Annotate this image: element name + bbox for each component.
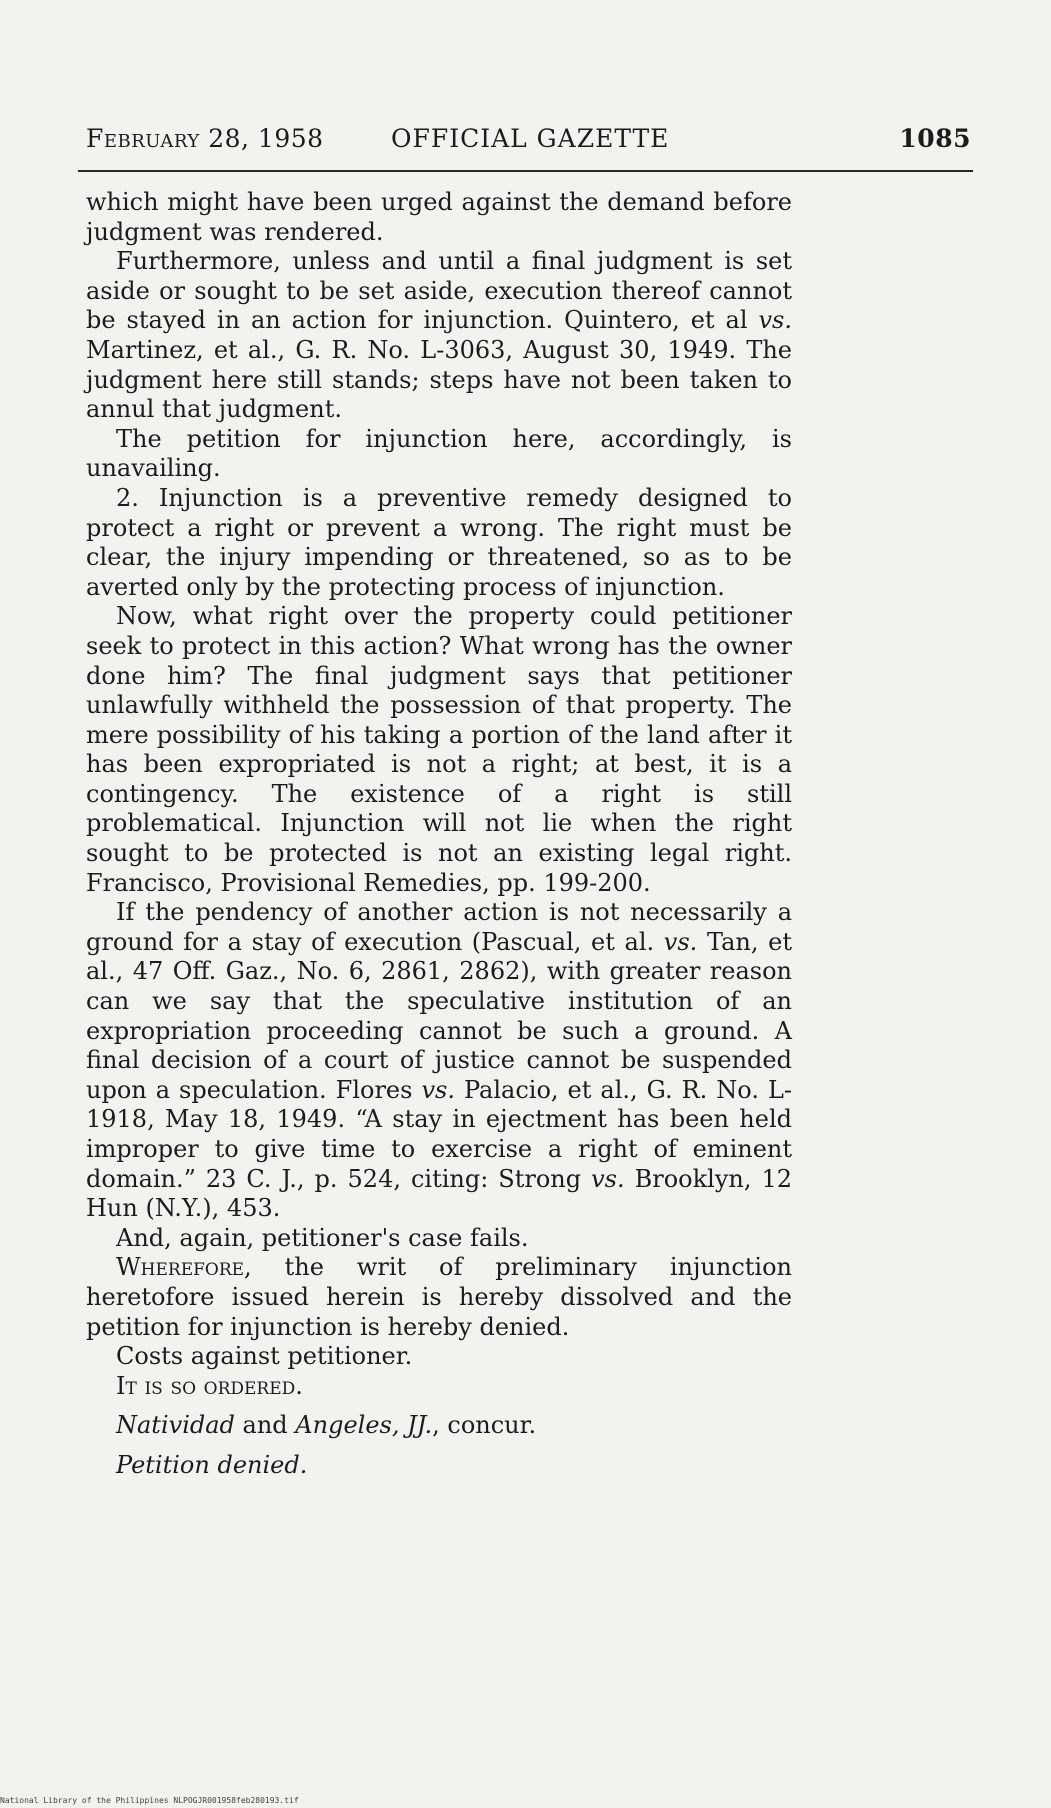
text-run: If the pendency of another action is not necessarily a ground for a stay of execution (Pascual, et al.: [86, 898, 792, 956]
issue-date: February 28, 1958: [86, 124, 324, 153]
paragraph-so-ordered: It is so ordered.: [116, 1371, 303, 1400]
text-run: and: [234, 1411, 296, 1440]
justice-name: Natividad: [116, 1411, 235, 1440]
versus-italic: vs.: [663, 927, 698, 956]
paragraph-wherefore: [86, 1253, 792, 1342]
text-run: Furthermore, unless and until a final judgment is set aside or sought to be set aside, execution thereof cannot be stayed in an action for injunction. Quintero, et al: [86, 247, 792, 335]
header-rule: [78, 170, 973, 172]
justice-name: Angeles, JJ.: [295, 1411, 433, 1440]
text-run: the writ of preliminary injunction heretofore issued herein is hereby dissolved and the petition for injunction is hereby denied.: [86, 1253, 792, 1341]
text-run: Martinez, et al., G. R. No. L-3063, August 30, 1949. The judgment here still stands; steps have not been taken to annul that judgment.: [86, 335, 792, 424]
paragraph-disposition: [86, 1451, 792, 1481]
paragraph-case-fails: And, again, petitioner's case fails.: [116, 1223, 529, 1252]
versus-italic: vs.: [758, 306, 792, 335]
document-body: [86, 188, 792, 1481]
scan-footer: National Library of the Philippines NLPOGJR001958feb280193.tif: [0, 1796, 299, 1805]
paragraph-pendency: [86, 898, 792, 1224]
paragraph-continuation: which might have been urged against the demand before judgment was rendered.: [86, 188, 792, 246]
page-header: [86, 124, 971, 158]
versus-italic: vs.: [591, 1164, 625, 1193]
text-run: Tan, et al., 47 Off. Gaz., No. 6, 2861, 2862), with greater reason can we say that the speculative institution of an expropriation proceeding cannot be such a ground. A final decision of a court of justice cannot be suspended upon a speculation. Flores: [86, 927, 792, 1104]
paragraph-concurrence: [86, 1411, 792, 1441]
disposition-text: Petition denied.: [116, 1450, 308, 1479]
paragraph-injunction-remedy: 2. Injunction is a preventive remedy designed to protect a right or prevent a wrong. The right must be clear, the injury impending or threatened, so as to be averted only by the protecting process of injunction.: [86, 483, 792, 601]
text-run: Brooklyn, 12 Hun (N.Y.), 453.: [86, 1164, 793, 1223]
versus-italic: vs.: [421, 1075, 455, 1104]
paragraph-unavailing: The petition for injunction here, accordingly, is unavailing.: [86, 424, 792, 483]
publication-title: OFFICIAL GAZETTE: [391, 124, 670, 153]
text-run: Palacio, et al., G. R. No. L-1918, May 18, 1949. “A stay in ejectment has been held improper to give time to exercise a right of eminent domain.” 23 C. J., p. 524, citing: Strong: [86, 1075, 792, 1193]
paragraph-right-over-property: Now, what right over the property could petitioner seek to protect in this action? What wrong has the owner done him? The final judgment says that petitioner unlawfully withheld the possession of that property. The mere possibility of his taking a portion of the land after it has been expropriated is not a right; at best, it is a contingency. The existence of a right is still problematical. Injunction will not lie when the right sought to be protected is not an existing legal right. Francisco, Provisional Remedies, pp. 199-200.: [86, 602, 792, 897]
text-run: , concur.: [432, 1411, 537, 1440]
page-number: 1085: [899, 124, 971, 153]
paragraph-final-judgment: [86, 247, 792, 425]
paragraph-costs: Costs against petitioner.: [116, 1342, 413, 1371]
wherefore-lead: Wherefore,: [116, 1253, 252, 1282]
